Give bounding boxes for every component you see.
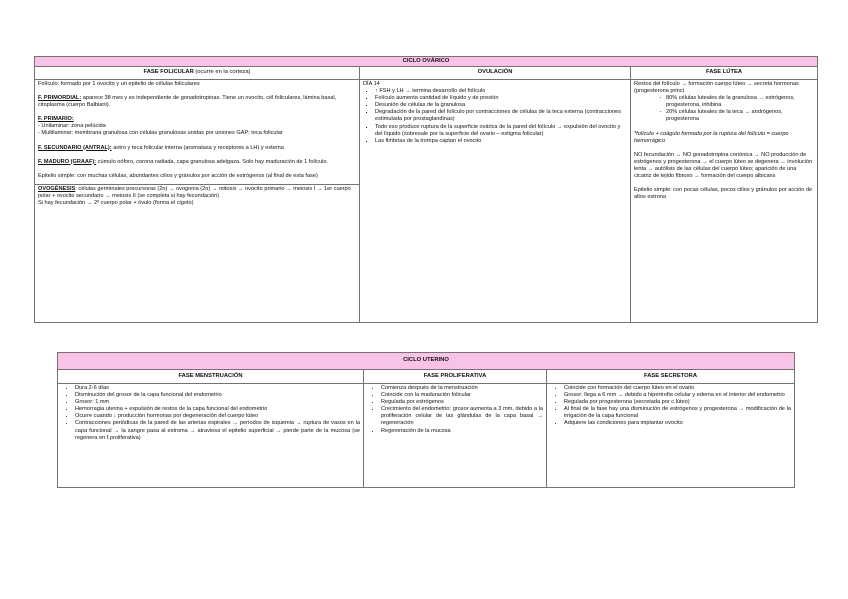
ovogenesis-text-2: → ovocito primario → meiosis I → 1er cuerpo polar + ovocito secundario → meiosis II (se completa si hay fecundación) <box>38 185 351 199</box>
ovogenesis-text: : células germinales precursoras (2n) → ovogonia (2n) → <box>75 185 219 192</box>
list-item: • Disminución del grosor de la capa funcional del endometrio <box>75 392 360 399</box>
follicular-epithelium: Epitelio simple: con muchas células, abundantes cilios y gránulos por acción de estrógenos (al final de esta fase) <box>38 172 318 179</box>
follicle-intro: Folículo: formado por 1 ovocito y un epitelio de células foliculares <box>38 81 200 87</box>
menstrual-phase-cell <box>58 384 364 488</box>
proliferative-list <box>367 385 543 435</box>
list-item: ▪ Folículo aumenta cantidad de líquido y de presión <box>375 95 627 102</box>
follicular-phase-cell <box>35 80 360 323</box>
list-item: • Crecimiento del endometrio: grosor aumenta a 3 mm, debido a la proliferación celular de las glándulas de la capa basal → regeneración <box>381 406 543 427</box>
list-item: • Comienza después de la menstruación <box>381 385 543 392</box>
list-item: ▪ Todo eso produce ruptura de la superficie ovárica de la pared del folículo → expulsión del ovocito y del líquido (sobresale por la superficie del ovario – estigma folicular) <box>375 124 627 138</box>
mitosis-text: mitosis <box>218 185 237 192</box>
proliferative-phase-cell <box>364 384 547 488</box>
follicular-phase-header <box>35 67 360 80</box>
primario-label: F. PRIMARIO: <box>38 116 74 123</box>
primordial-paragraph <box>38 95 356 109</box>
ovarian-cycle-table <box>34 56 818 323</box>
ovulation-list <box>363 88 627 145</box>
maduro-paragraph <box>38 159 356 166</box>
uterine-cycle-table <box>57 352 795 488</box>
list-item: - 20% células luteales de la teca → andrógenos, progesterona <box>666 109 814 123</box>
menstrual-list <box>61 385 360 442</box>
list-item: • Ocurre cuando ↓ producción hormonas por degeneración del cuerpo lúteo <box>75 413 360 420</box>
ovogenesis-paragraph <box>38 186 356 200</box>
follicular-header-note: (ocurre en la corteza) <box>193 69 251 76</box>
list-item: • Regulada por estrógenos <box>381 399 543 406</box>
follicular-header-text: FASE FOLICULAR <box>143 69 194 76</box>
luteal-intro: Restos del folículo → formación cuerpo lúteo → secreta hormonas (progesterona princ) <box>634 81 799 95</box>
secundario-text: antro y teca folicular interna (aromatasa y receptores a LH) y externa <box>111 144 284 151</box>
proliferative-phase-header: FASE PROLIFERATIVA <box>364 370 547 384</box>
list-item: ▪ Las fimbrias de la trompa captan el ovocito <box>375 138 627 145</box>
menstrual-phase-header: FASE MENSTRUACIÓN <box>58 370 364 384</box>
list-item: • Al final de la fase hay una disminución de estrógenos y progesterona → modificación de la irrigación de la capa funcional <box>564 406 791 420</box>
list-item: • Grosor: llega a 6 mm → debido a hipertrofia celular y edema en el interior del endometrio <box>564 392 791 399</box>
list-item: - 80% células luteales de la granulosa → estrógenos, progesterona, inhibina <box>666 95 814 109</box>
secretory-list <box>550 385 791 428</box>
secretory-phase-header: FASE SECRETORA <box>547 370 795 384</box>
ovulation-header: OVULACIÓN <box>360 67 631 80</box>
list-item: ▪ ↑ FSH y LH → termina desarrollo del folículo <box>375 88 627 95</box>
list-item: • Coincide con la maduración folicular <box>381 392 543 399</box>
primordial-label: F. PRIMORDIAL: <box>38 95 82 102</box>
luteal-phase-cell <box>631 80 818 323</box>
primordial-text: aparece 38 mes y es independiente de gonadotropinas. Tiene un ovocito, cél foliculares, lámina basal, citoplasma (cuerpo Balbiani). <box>38 95 337 109</box>
list-item: ▪ Degradación de la pared del folículo por contracciones de células de la teca externa (contracciones estimulada por prostaglandinas) <box>375 109 627 123</box>
primario-line-1: - Unilaminar: zona pelúcida <box>38 123 106 130</box>
list-item: • Coincide con formación del cuerpo lúteo en el ovario <box>564 385 791 392</box>
primario-line-2: - Multilaminar: membrana granulosa con células granulosas unidas por uniones GAP; teca folicular <box>38 130 283 137</box>
list-item: • Regeneración de la mucosa <box>381 428 543 435</box>
uterine-cycle-title: CICLO UTERINO <box>58 353 795 370</box>
ovogenesis-label: OVOGÉNESIS <box>38 185 76 192</box>
ovogenesis-divider <box>35 184 359 185</box>
maduro-text: cúmulo oóforo, corona radiada, capa granulosa adelgaza. Solo hay maduración de 1 folículo. <box>96 158 329 165</box>
luteal-cell-list <box>634 95 814 123</box>
ovarian-cycle-title: CICLO OVÁRICO <box>35 57 818 67</box>
list-item: ▪ Desunión de células de la granulosa <box>375 102 627 109</box>
ovulation-cell <box>360 80 631 323</box>
list-item: • Dura 2-6 días <box>75 385 360 392</box>
luteal-epithelium: Epitelio simple: con pocas células, pocos cilios y gránulos por acción de altos estrona <box>634 187 813 201</box>
list-item: • Hemorragia uterina + expulsión de restos de la capa funcional del endometrio <box>75 406 360 413</box>
maduro-label: F. MADURO (GRAAF): <box>38 158 97 165</box>
fecundation-line: Si hay fecundación → 2º cuerpo polar + óvulo (forma el cigoto) <box>38 200 194 207</box>
hemorrhagic-body-note: *folículo + coágulo formado por la ruptura del folículo = cuerpo hemorrágico <box>634 130 789 144</box>
secundario-paragraph <box>38 145 356 152</box>
no-fecundation-paragraph: NO fecundación → NO gonadotropina coriónica → NO producción de estrógenos y progesterona → el cuerpo lúteo se degenera → involución lenta → autólisis de las células del cuerpo lúteo; aparición de una cicatriz de tejido fibroso → formación del cuerpo albicans <box>634 151 813 180</box>
ovulation-day: DÍA 14 <box>363 81 380 87</box>
list-item: • Adquiere las condiciones para implantar ovocito <box>564 420 791 427</box>
list-item: • Contracciones periódicas de la pared de las arterias espirales → períodos de isquemia → ruptura de vasos en la capa funcional → la sangre pasa al estroma → atraviesa el epitelio superficial → pierde parte de la mucosa (se regenera en f.proliferativa) <box>75 420 360 441</box>
list-item: • Regulada por progesterona (secretada por c.lúteo) <box>564 399 791 406</box>
luteal-phase-header: FASE LÚTEA <box>631 67 818 80</box>
secretory-phase-cell <box>547 384 795 488</box>
list-item: • Grosor: 1 mm <box>75 399 360 406</box>
secundario-label: F. SECUNDARIO (ANTRAL): <box>38 144 112 151</box>
